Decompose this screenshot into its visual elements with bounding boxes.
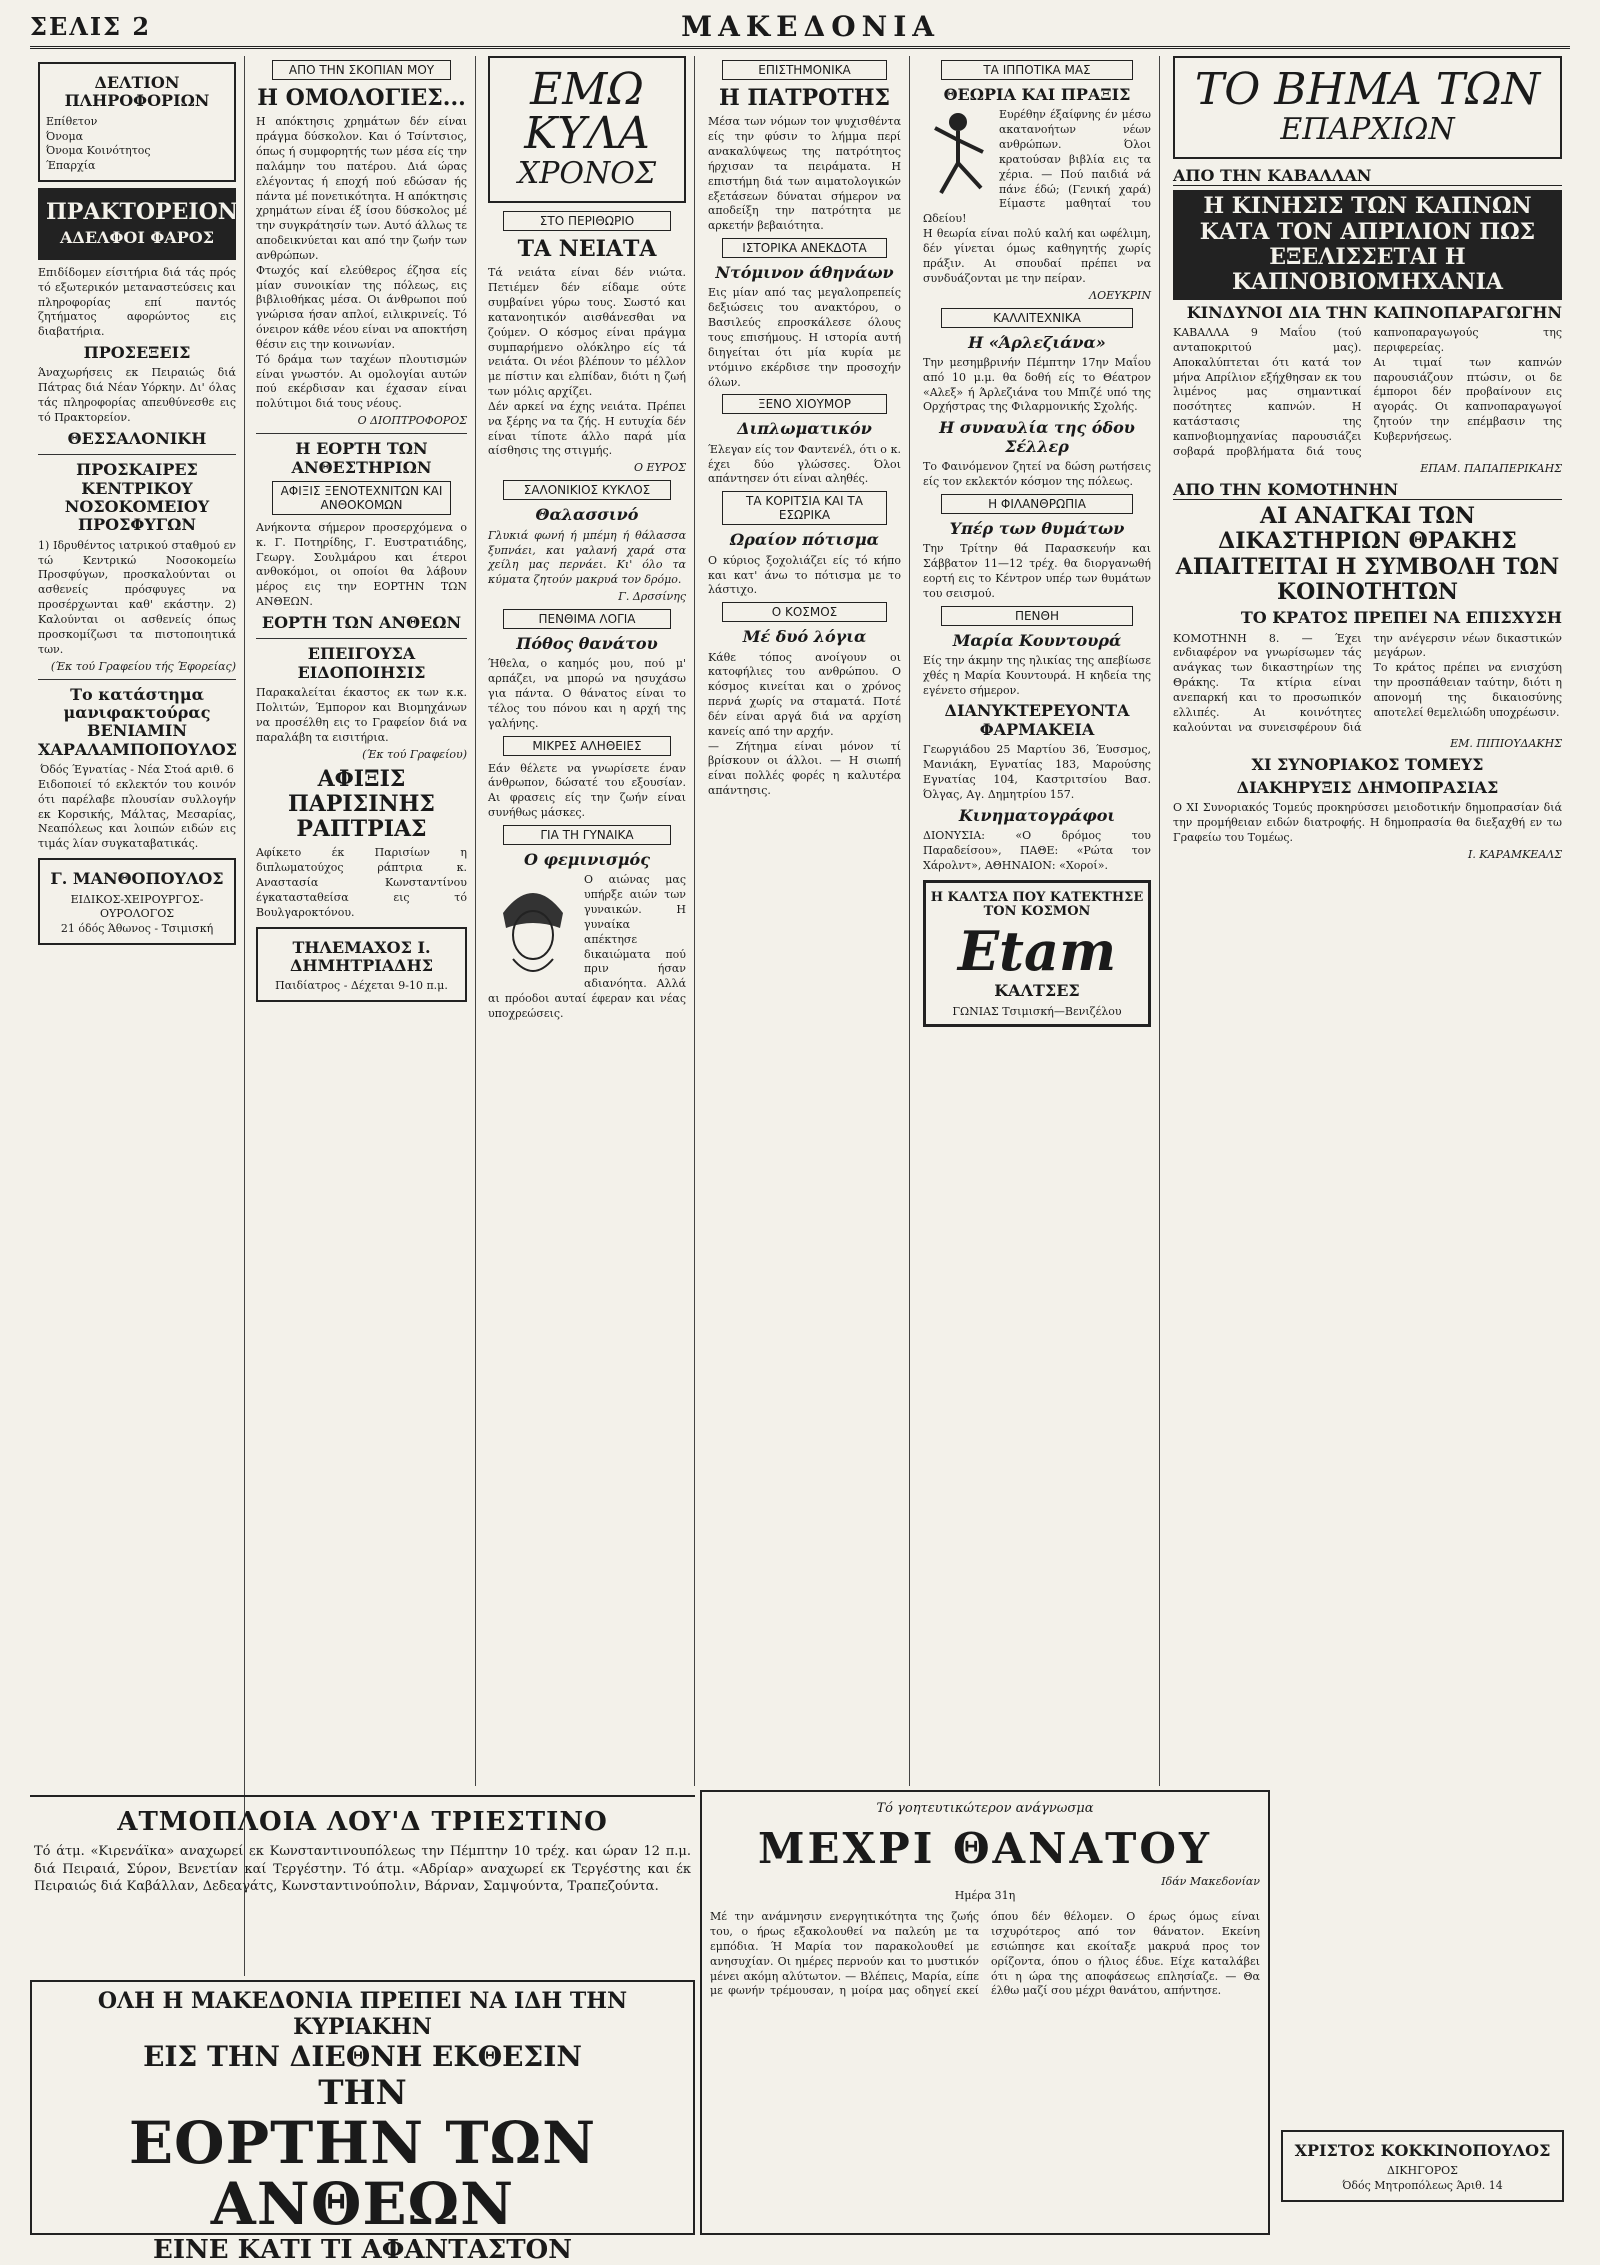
clinic-body: 1) Ιδρυθέντος ιατρικού σταθμού εν τώ Κεντρικώ Νοσοκομείω Προσφύγων, προσκαλούνται οι ασθενείς πρόσφυγες να προσέρχωνται καθ' εκάστην. 2) Καλούνται οι ασθενείς όπως προσκομίζωσι τα πιστοποιητικά των. (38, 538, 236, 656)
info-item: Επίθετον (46, 114, 98, 128)
serial-day: Ημέρα 31η (954, 1889, 1016, 1903)
article-body: Εάν θέλετε να γνωρίσετε έναν άνθρωπον, δώσατέ του εξουσίαν. Αι φρασεις είς την ζωήν είναι συνήθως μάσκες. (488, 761, 686, 820)
article-title: Η ΟΜΟΛΟΓΙΕΣ... (257, 85, 466, 111)
section-kicker: Η ΦΙΛΑΝΘΡΩΠΙΑ (941, 494, 1133, 514)
doctor-name: ΤΗΛΕΜΑΧΟΣ Ι. ΔΗΜΗΤΡΙΑΔΗΣ (289, 937, 434, 976)
article-body: Φτωχός καί ελεύθερος έζησα είς μίαν συνοικίαν της πόλεως, εις βιβλιοθήκας μέσα. Οι άνθρωποι πού γνώρισα ήσαν απλοί, ειλικρινείς. Τό όνειρον κάθε νέου είναι να αποκτήση θέσιν εις την κοινωνίαν. (256, 263, 467, 351)
shipping-body: Τό άτμ. «Κιρενάϊκα» αναχωρεί εκ Κωνσταντινουπόλεως την Πέμπτην 10 τρέχ. και ώραν 12 π.μ. διά Πειραιά, Σύρον, Βενετίαν καί Τεργέστην. Τό άτμ. «Αδρίαρ» αναχωρεί εκ Τεργέστης και έκ Πειραιώς διά Καβάλλαν, Δεδεαγάτς, Κωνσταντινούπολιν, Βάρναν, Σαμψούντα, Τραπεζούντα. (34, 1844, 691, 1895)
pharmacy-body: Γεωργιάδου 25 Μαρτίου 36, Έυσσμος, Μανιάκη, Εγνατίας 183, Μαρούσης Εγνατίας 104, Καστριτσίου Βασ. Όλγας, Αγ. Δημητρίου 157. (923, 743, 1151, 801)
etam-product: ΚΑΛΤΣΕΣ (994, 981, 1080, 1001)
article-body: Την μεσημβρινήν Πέμπτην 17ην Μαΐου από 10 μ.μ. θα δοθή είς το Θέατρον «Αλεξ» ή Άρλεζιάνα του Μπιζέ υπό της Ορχήστρας της Φιλαρμονικής Σχολής. (923, 355, 1151, 414)
ad-line: ΕΙΝΕ ΚΑΤΙ ΤΙ ΑΦΑΝΤΑΣΤΟΝ (153, 2234, 572, 2265)
column-2 (248, 56, 476, 1786)
section-kicker: ΣΑΛΟΝΙΚΙΟΣ ΚΥΚΛΟΣ (503, 480, 671, 500)
article-body: Δέν αρκεί να έχης νειάτα. Πρέπει να ξέρης να τα ζής. Η ευτυχία δέν είναι τίποτε άλλο παρά μία αίσθησις της στιγμής. (488, 399, 686, 458)
section-kicker: ΕΠΙΣΤΗΜΟΝΙΚΑ (722, 60, 886, 80)
notice-sign: (Έκ τού Γραφείου) (362, 747, 467, 761)
article-body: Η απόκτησις χρημάτων δέν είναι πράγμα δύσκολον. Και ό Τσίντσιος, όπως ή συμφορητής των μέσα είς την παλάμην του πατέρου. Διά ώρας ελέγοντας ή εποχή πού εδώσαν ής πάντα μέ πονετικότητα. Η απόκτησις χρημάτων είναι έξ ίσου δύσκολος μέ την συγκράτησίν των. Αυτό άλλως τε αποδεικνύεται και από την ζωήν των ανθρώπων. (256, 115, 467, 262)
ad-line: ΟΛΗ Η ΜΑΚΕΔΟΝΙΑ ΠΡΕΠΕΙ ΝΑ ΙΔΗ ΤΗΝ ΚΥΡΙΑΚΗΝ (97, 1988, 628, 2040)
clinic-sign: (Έκ τού Γραφείου τής Έφορείας) (50, 659, 236, 673)
article-body: Την Τρίτην θά Παρασκευήν και Σάββατον 11—12 τρέχ. θα διοργανωθή εορτή εις το Κέντρον υπέρ των θυμάτων του σεισμού. (923, 542, 1151, 600)
column-1 (30, 56, 245, 1976)
article-title: Η ΠΑΤΡΟΤΗΣ (718, 85, 891, 111)
article-body: — Ζήτημα είναι μόνον τί βρίσκουν οι άλλοι. — Η σιωπή είναι πολλές φορές η καλυτέρα απάντησις. (708, 739, 901, 798)
info-box (38, 62, 236, 182)
section-kicker: ΓΙΑ ΤΗ ΓΥΝΑΙΚΑ (503, 825, 671, 845)
article-title: Ντόμινον άθηνάων (715, 263, 894, 283)
page-header (30, 6, 1570, 49)
poem-title: Θαλασσινό (535, 505, 639, 525)
section-kicker: ΙΣΤΟΡΙΚΑ ΑΝΕΚΔΟΤΑ (722, 238, 886, 258)
serial-kicker: Τό γοητευτικώτερον ανάγνωσμα (876, 1801, 1094, 1816)
article-subhead: ΤΟ ΚΡΑΤΟΣ ΠΡΕΠΕΙ ΝΑ ΕΠΙΣΧΥΣΗ (1240, 608, 1562, 628)
dealer-address: 21 όδός Άθωνος - Τσιμισκή (60, 922, 214, 936)
article-title: Ωραίον πότισμα (730, 530, 879, 550)
info-box-title: ΔΕΛΤΙΟΝ ΠΛΗΡΟΦΟΡΙΩΝ (64, 73, 210, 111)
cinema-title: Κινηματογράφοι (958, 805, 1116, 825)
column-logo (1173, 56, 1562, 159)
arrival-body: Αφίκετο έκ Παρισίων η διπλωματούχος ράπτρια κ. Αναστασία Κωνσταντίνου έγκατασταθείσα εις τό Βουλγαροκτόνου. (256, 846, 467, 919)
column-4 (700, 56, 910, 1786)
article-title: ΤΑ ΝΕΙΑΤΑ (517, 236, 657, 262)
fest-title: Η ΕΟΡΤΗ ΤΩΝ ΑΝΘΕΣΤΗΡΙΩΝ (291, 439, 432, 477)
article-title: Μαρία Κουντουρά (952, 630, 1122, 650)
info-item: Έπαρχία (46, 159, 96, 173)
article-title: Μέ δυό λόγια (742, 627, 867, 647)
article-body: Αι τιμαί των καπνών παρουσιάζουν πτώσιν, οι δε έμποροι δέν προβαίνουν εις αγοράς. Οι καπνοπαραγωγοί ζητούν την επέμβασιν της Κυβερνήσεως. (1373, 355, 1562, 443)
logo-bottom: ΕΠΑΡΧΙΩΝ (1280, 112, 1455, 147)
article-body: Το κράτος πρέπει να ενισχύση την προσπάθειαν ταύτην, διότι η απονομή της δικαιοσύνης αποτελεί θεμελιώδη υποχρέωσιν. (1373, 661, 1562, 719)
column-5 (915, 56, 1160, 1786)
section-kicker: ΚΑΛΛΙΤΕΧΝΙΚΑ (941, 308, 1133, 328)
article-headline: Η ΚΙΝΗΣΙΣ ΤΩΝ ΚΑΠΝΩΝ ΚΑΤΑ ΤΟΝ ΑΠΡΙΛΙΟΝ ΠΩΣ ΕΞΕΛΙΣΣΕΤΑΙ Η ΚΑΠΝΟΒΙΟΜΗΧΑΝΙΑ (1173, 190, 1562, 299)
info-item: Όνομα (46, 129, 84, 143)
woman-portrait-illustration (488, 873, 578, 983)
ad-line: ΤΗΝ (318, 2073, 407, 2113)
masthead: ΜΑΚΕΔΟΝΙΑ (681, 9, 941, 43)
shop-body: Ειδοποιεί τό εκλεκτόν του κοινόν ότι παρέλαβε πλουσίαν συλλογήν εκ Κορσικής, Μάλτας, Μεσαρίας, Νεαπόλεως και λοιπών ειδών εις τιμάς λίαν συγκαταβατικάς. (38, 777, 236, 851)
doctor-ad (256, 927, 467, 1003)
pharmacy-title: ΔΙΑΝΥΚΤΕΡΕΥΟΝΤΑ ΦΑΡΜΑΚΕΙΑ (944, 701, 1130, 739)
article-body: Ο αιώνας μας υπήρξε αιών των γυναικών. Η γυναίκα απέκτησε δικαιώματα πού πριν ήσαν αδιανόητα. Αλλά αι πρόοδοι αυταί έφεραν και νέας υποχρεώσεις. (488, 873, 686, 1020)
agency-body: Επιδίδομεν είσιτήρια διά τάς πρός τό εξωτερικόν μεταναστεύσεις και πληροφορίας επί παντός ζητήματος αφορώντος εις διαβατήρια. (38, 265, 236, 339)
article-body: Τό δράμα των ταχέων πλουτισμών είναι γνωστόν. Αι ομολογίαι αυτών πού εκέρδισαν και έχασαν είναι πολύτιμοι διά τους νέους. (256, 352, 467, 411)
article-body: Εις μίαν από τας μεγαλοπρεπείς δεξιώσεις του ανακτόρου, ο Βασιλεύς επροσκάλεσε όλους τους επισήμους. Η ιστορία αυτή διηγείται ότι μία κυρία με ντόμινο εκέρδισε την προσοχήν όλων. (708, 286, 901, 389)
agency-banner (38, 188, 236, 260)
city-label: ΘΕΣΣΑΛΟΝΙΚΗ (67, 428, 207, 448)
serial-title: ΜΕΧΡΙ ΘΑΝΑΤΟΥ (758, 1823, 1212, 1873)
article-title: Πόθος θανάτου (516, 634, 658, 654)
etam-logo: Etam (957, 919, 1117, 984)
clinic-title: ΠΡΟΣΚΑΙΡΕΣ ΚΕΝΤΡΙΚΟΥ ΝΟΣΟΚΟΜΕΙΟΥ ΠΡΟΣΦΥΓΩΝ (64, 460, 210, 535)
article-body: Τά νειάτα είναι δέν νιώτα. Πετιέμεν δέν είδαμε ούτε συμβαίνει γύρω τους. Σωστό και κατανοητικόν αισθάνεσθαι να ζούμεν. Ο κόσμος είναι πράγμα συμπαρήμενο ολόκληρο είς τά νειάτα. Οι νέοι βλέπουν το μέλλον με πίστιν και ελπίδαν, διότι η ζωή των μόλις αρχίζει. (488, 266, 686, 399)
lawyer-ad (1275, 1790, 1570, 2235)
article-body: Κάθε τόπος ανοίγουν οι κατοφήλιες του ανθρώπου. Ο κόσμος κινείται και ο χρόνος περνά χωρίς να σταματά. Ποτέ δέν είναι αργά διά να αρχίση κανείς από την αρχήν. (708, 650, 901, 738)
section-kicker: ΜΙΚΡΕΣ ΑΛΗΘΕΙΕΣ (503, 736, 671, 756)
notice-title: ΕΠΕΙΓΟΥΣΑ ΕΙΔΟΠΟΙΗΣΙΣ (297, 644, 426, 682)
page-label: ΣΕΛΙΣ 2 (30, 11, 152, 41)
etam-address: ΓΩΝΙΑΣ Τσιμισκή—Βενιζέλου (952, 1004, 1122, 1018)
article-body: Ευρέθην έξαίφνης έν μέσω ακατανοήτων νέων ανθρώπων. Όλοι κρατούσαν βιβλία εις τα χέρια. — Πού παιδιά νά πάνε έδώ; (Γενική χαρά) Είμαστε μαθηταί του Ωδείου! (923, 108, 1151, 226)
shop-title: Το κατάστημα μανιφακτούρας ΒΕΝΙΑΜΙΝ ΧΑΡΑΛΑΜΠΟΠΟΥΛΟΣ (38, 684, 237, 759)
dealer-title: Γ. ΜΑΝΘΟΠΟΥΛΟΣ (50, 869, 224, 889)
lawyer-address: Όδός Μητροπόλεως Άριθ. 14 (1342, 2179, 1503, 2193)
ad-headline: ΕΟΡΤΗΝ ΤΩΝ ΑΝΘΕΩΝ (128, 2109, 597, 2238)
fest-body: Ανήκοντα σήμερον προσερχόμενα ο κ. Γ. Ποτηρίδης, Γ. Ευστρατιάδης, Γεωργ. Σουλμάρου και έτεροι ανθοκόμοι, οι οποίοι θα λάβουν μέρος εις την ΕΟΡΤΗΝ ΤΩΝ ΑΝΘΕΩΝ. (256, 520, 467, 609)
section-kicker: Ο ΚΟΣΜΟΣ (722, 602, 886, 622)
logo-top: ΤΟ ΒΗΜΑ ΤΩΝ (1194, 64, 1541, 115)
fest-sub: ΑΦΙΞΙΣ ΞΕΝΟΤΕΧΝΙΤΩΝ ΚΑΙ ΑΝΘΟΚΟΜΩΝ (272, 481, 451, 515)
ad-line: ΕΙΣ ΤΗΝ ΔΙΕΘΝΗ ΕΚΘΕΣΙΝ (143, 2040, 582, 2073)
logo-top: ΕΜΩ ΚΥΛΑ (524, 64, 650, 159)
tender-subtitle: ΔΙΑΚΗΡΥΞΙΣ ΔΗΜΟΠΡΑΣΙΑΣ (1236, 777, 1499, 797)
poem-body: Γλυκιά φωνή ή μπέμη ή θάλασσα ξυπνάει, και γαλανή χαρά στα χείλη μας περνάει. Κι' όλο τα κύματα ζητούν μακρυά τον δρόμο. (488, 528, 686, 587)
section-kicker: ΤΑ ΚΟΡΙΤΣΙΑ ΚΑΙ ΤΑ ΕΣΩΡΙΚΑ (722, 491, 886, 525)
article-body: Το Φαινόμενον ζητεί να δώση ρωτήσεις είς τον εκλεκτόν κόσμον της πόλεως. (923, 460, 1151, 488)
section-kicker: ΣΤΟ ΠΕΡΙΘΩΡΙΟ (503, 211, 671, 231)
article-title: Η συναυλία της όδου Σέλλερ (939, 418, 1135, 456)
column-6 (1165, 56, 1570, 1786)
article-body: Είς την άκμην της ηλικίας της απεβίωσε χθές η Μαρία Κουντουρά. Η κηδεία της εγένετο σήμερον. (923, 653, 1151, 697)
lawyer-name: ΧΡΙΣΤΟΣ ΚΟΚΚΙΝΟΠΟΥΛΟΣ (1294, 2141, 1551, 2160)
tender-body: Ο ΧΙ Συνοριακός Τομεύς προκηρύσσει μειοδοτικήν δημοπρασίαν διά την προμήθειαν ειδών διατροφής. Η δημοπρασία θα διεξαχθή εν τω Γραφείω του Τομέως. (1173, 801, 1562, 844)
article-subhead: ΚΙΝΔΥΝΟΙ ΔΙΑ ΤΗΝ ΚΑΠΝΟΠΑΡΑΓΩΓΗΝ (1186, 302, 1562, 322)
lawyer-title: ΔΙΚΗΓΟΡΟΣ (1387, 2164, 1458, 2178)
article-body: ΚΟΜΟΤΗΝΗ 8. — Έχει ενδιαφέρον να γνωρίσωμεν τάς ανάγκας των δικαστηρίων της Θράκης. Τα κτίρια είναι ανεπαρκή και το προσωπικόν ελλιπές. Αι κοινότητες καλούνται να συνεισφέρουν διά την ανέγερσιν νέων δικαστικών μεγάρων. (1173, 631, 1562, 734)
article-body: Μέσα των νόμων τον ψυχισθέντα είς την φύσιν το λήμμα περί ανακαλύψεως της πατρότητος ήρχισαν τα πειράματα. Η επιστήμη διά των αιματολογικών εξετάσεων δύναται σήμερον να αποδείξη την πατρότητα με αρκετήν βεβαιότητα. (708, 115, 901, 233)
flower-festival-ad (30, 1980, 695, 2265)
dateline: ΑΠΟ ΤΗΝ ΚΟΜΟΤΗΝΗΝ (1173, 481, 1562, 500)
article-body: Ο κύριος ξοχολιάζει είς τό κήπο και κατ' άνω το πότισμα με το λάστιχο. (708, 553, 901, 597)
article-body: Ήθελα, ο καημός μου, πού μ' αρπάζει, να μπορώ να ησυχάσω για πάντα. Ο θάνατος είναι το τέλος του πόνου και η αρχή της γαλήνης. (488, 657, 686, 730)
etam-tagline: Η ΚΑΛΤΣΑ ΠΟΥ ΚΑΤΕΚΤΗΣΕ ΤΟΝ ΚΟΣΜΟΝ (930, 889, 1144, 920)
article-body: Έλεγαν είς τον Φαντενέλ, ότι ο κ. έχει δύο γλώσσες. Όλοι απάντησεν ότι είναι αληθές. (708, 442, 901, 486)
article-title: Η «Άρλεζιάνα» (968, 332, 1106, 352)
article-sign: ΕΠΑΜ. ΠΑΠΑΠΕΡΙΚΑΗΣ (1420, 461, 1562, 475)
article-title: ΘΕΩΡΙΑ ΚΑΙ ΠΡΑΞΙΣ (943, 85, 1131, 104)
article-body: ΚΑΒΑΛΛΑ 9 Μαΐου (τού ανταποκριτού μας). Αποκαλύπτεται ότι κατά τον μήνα Απρίλιον εξήχθησαν εκ του λιμένος μας σημαντικαί ποσότητες καπνών. Η κατάστασις της καπνοβιομηχανίας παρουσιάζει σοβαρά προβλήματα διά τους καπνοπαραγωγούς της περιφερείας. (1173, 325, 1562, 458)
column-3 (480, 56, 695, 1786)
column-logo (488, 56, 686, 203)
article-sign: Ο ΔΙΟΠΤΡΟΦΟΡΟΣ (357, 414, 467, 428)
article-sign: ΕΜ. ΠΙΠΙΟΥΔΑΚΗΣ (1450, 737, 1562, 751)
agency-name: ΑΔΕΛΦΟΙ ΦΑΡΟΣ (60, 228, 214, 248)
dateline: ΑΠΟ ΤΗΝ ΚΑΒΑΛΛΑΝ (1173, 167, 1562, 186)
prices-body: Άναχωρήσεις εκ Πειραιώς διά Πάτρας διά Νέαν Υόρκην. Δι' όλας τάς πληροφορίας απευθύνεσθε εις τό Πρακτορείον. (38, 366, 236, 424)
serial-novel (700, 1790, 1270, 2235)
article-body: Η θεωρία είναι πολύ καλή και ωφέλιμη, δέν γίνεται όμως καθηγητής χωρίς πράξιν. Αι σπουδαί πρέπει να συνδυάζονται με την πείραν. (923, 227, 1151, 285)
tender-sign: Ι. ΚΑΡΑΜΚΕΑΛΣ (1467, 847, 1562, 861)
fest2-title: ΕΟΡΤΗ ΤΩΝ ΑΝΘΕΩΝ (261, 613, 462, 633)
section-kicker: ΠΕΝΘΙΜΑ ΛΟΓΙΑ (503, 609, 671, 629)
doctor-hours: Παιδίατρος - Δέχεται 9-10 π.μ. (275, 979, 448, 993)
notice-body: Παρακαλείται έκαστος εκ των κ.κ. Πολιτών, Έμπορον και Βιομηχάνων να προσέλθη εις το Γραφείον διά να παραλάβη τα εισιτήρια. (256, 686, 467, 744)
tender-title: ΧΙ ΣΥΝΟΡΙΑΚΟΣ ΤΟΜΕΥΣ (1251, 755, 1484, 775)
prices-title: ΠΡΟΣΕΞΕΙΣ (83, 343, 191, 363)
arrival-title: ΑΦΙΞΙΣ ΠΑΡΙΣΙΝΗΣ ΡΑΠΤΡΙΑΣ (288, 765, 435, 843)
section-kicker: ΞΕΝΟ ΧΙΟΥΜΟΡ (722, 394, 886, 414)
serial-author: Ιδάν Μακεδονίαν (1161, 1874, 1260, 1888)
logo-bottom: ΧΡΟΝΟΣ (517, 156, 657, 191)
article-headline: ΑΙ ΑΝΑΓΚΑΙ ΤΩΝ ΔΙΚΑΣΤΗΡΙΩΝ ΘΡΑΚΗΣ ΑΠΑΙΤΕΙΤΑΙ Η ΣΥΜΒΟΛΗ ΤΩΝ ΚΟΙΝΟΤΗΤΩΝ (1175, 502, 1560, 605)
article-title: Διπλωματικόν (737, 419, 872, 439)
dealer-body: ΕΙΔΙΚΟΣ-ΧΕΙΡΟΥΡΓΟΣ-ΟΥΡΟΛΟΓΟΣ (70, 892, 204, 921)
agency-title: ΠΡΑΚΤΟΡΕΙΟΝ (46, 199, 238, 226)
dealer-ad (38, 858, 236, 945)
shipping-title: ΑΤΜΟΠΛΟΙΑ ΛΟΥ'Δ ΤΡΙΕΣΤΙΝΟ (117, 1807, 608, 1837)
info-item: Όνομα Κοινότητος (46, 144, 151, 158)
article-title: Ο φεμινισμός (524, 850, 650, 870)
section-kicker: ΤΑ ΙΠΠΟΤΙΚΑ ΜΑΣ (941, 60, 1133, 80)
article-sign: Ο ΕΥΡΟΣ (633, 461, 686, 475)
section-kicker: ΠΕΝΘΗ (941, 606, 1133, 626)
shop-address: Όδός Έγνατίας - Νέα Στοά αριθ. 6 (40, 763, 234, 777)
section-kicker: ΑΠΟ ΤΗΝ ΣΚΟΠΙΑΝ ΜΟΥ (272, 60, 451, 80)
cinema-body: ΔΙΟΝΥΣΙΑ: «Ο δρόμος του Παραδείσου», ΠΑΘΕ: «Ρώτα τον Χάρολντ», ΑΘΗΝΑΙΟΝ: «Χοροί». (923, 828, 1151, 872)
serial-body: Μέ την ανάμνησιν ενεργητικότητα της ζωής του, ο ήρως εξακολουθεί να παλεύη με τα εμπόδια. Ή Μαρία τον παρακολουθεί με ανησυχίαν. Οι ημέρες περνούν και το μυστικόν μένει ακόμη αλύτωτον. — Βλέπεις, Μαρία, είπε με φωνήν τρέμουσαν, η μοίρα μας οδηγεί εκεί όπου δέν θέλομεν. Ο έρως όμως είναι ισχυρότερος από τον θάνατον. Εκείνη εσιώπησε και εκοίταξε μακρυά προς τον ορίζοντα, όπου ο ήλιος έδυε. Είχε καταλάβει ότι η ώρα της αποφάσεως επλησίαζε. — Θα έλθω μαζί σου μέχρι θανάτου, απήντησε. (710, 1910, 1260, 1998)
article-title: Υπέρ των θυμάτων (949, 518, 1125, 538)
etam-ad (923, 880, 1151, 1027)
shipping-ad (30, 1795, 695, 1975)
poem-sign: Γ. Δρσσίνης (618, 590, 686, 604)
article-sign: ΛΟΕΥΚΡΙΝ (1089, 288, 1151, 302)
dancer-illustration (923, 108, 993, 198)
